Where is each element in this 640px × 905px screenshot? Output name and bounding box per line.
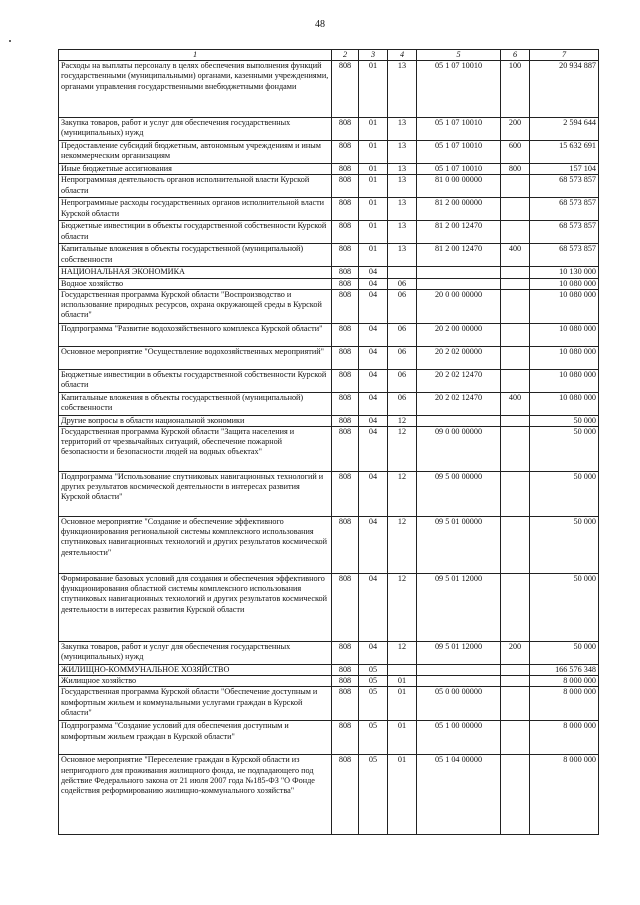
cell-rz: 05 [359,687,388,721]
cell-vr [501,721,530,755]
table-row [59,221,599,244]
cell-name: Расходы на выплаты персоналу в целях обеспечения выполнения функций государственными (муниципальными) органами, казенными учреждениями, органами управления государственными внебюджетными фондами [59,61,332,118]
cell-pr: 06 [388,289,417,323]
cell-pr: 12 [388,517,417,574]
cell-name: Основное мероприятие "Создание и обеспечение эффективного функционирования региональной системы комплексного использования спутниковых навигационных технологий и других результатов космической деятельности" [59,517,332,574]
cell-rz: 01 [359,141,388,164]
cell-ved: 808 [332,472,359,517]
cell-pr: 13 [388,141,417,164]
cell-ved: 808 [332,346,359,369]
cell-vr [501,175,530,198]
cell-pr: 06 [388,392,417,415]
cell-sum: 50 000 [530,427,599,472]
cell-vr [501,415,530,426]
cell-name: Жилищное хозяйство [59,676,332,687]
cell-sum: 68 573 857 [530,198,599,221]
cell-pr: 01 [388,755,417,835]
cell-ved: 808 [332,198,359,221]
cell-ved: 808 [332,574,359,642]
cell-name: Водное хозяйство [59,278,332,289]
cell-ved: 808 [332,244,359,267]
cell-ved: 808 [332,676,359,687]
cell-sum: 50 000 [530,642,599,665]
cell-csr: 09 5 01 12000 [417,642,501,665]
cell-vr: 100 [501,61,530,118]
cell-name: Бюджетные инвестиции в объекты государственной собственности Курской области [59,221,332,244]
cell-csr: 09 5 00 00000 [417,472,501,517]
table-row [59,517,599,574]
cell-rz: 01 [359,118,388,141]
cell-pr: 12 [388,574,417,642]
cell-csr: 05 1 07 10010 [417,164,501,175]
table-row [59,574,599,642]
cell-name: Непрограммные расходы государственных органов исполнительной власти Курской области [59,198,332,221]
cell-name: Основное мероприятие "Осуществление водохозяйственных мероприятий" [59,346,332,369]
cell-vr [501,755,530,835]
table-row [59,289,599,323]
cell-sum: 10 080 000 [530,369,599,392]
cell-csr: 81 0 00 00000 [417,175,501,198]
cell-csr: 81 2 00 12470 [417,244,501,267]
cell-name: Предоставление субсидий бюджетным, автономным учреждениям и иным некоммерческим организациям [59,141,332,164]
cell-name: Государственная программа Курской области "Воспроизводство и использование природных ресурсов, охрана окружающей среды в Курской области" [59,289,332,323]
cell-rz: 04 [359,574,388,642]
cell-sum: 166 576 348 [530,665,599,676]
cell-vr [501,289,530,323]
page-number: 48 [315,19,325,30]
cell-csr: 20 2 02 12470 [417,392,501,415]
cell-sum: 15 632 691 [530,141,599,164]
cell-rz: 04 [359,517,388,574]
cell-vr [501,346,530,369]
cell-csr [417,665,501,676]
cell-csr: 09 5 01 00000 [417,517,501,574]
cell-sum: 10 080 000 [530,392,599,415]
table-row [59,755,599,835]
cell-rz: 01 [359,244,388,267]
cell-ved: 808 [332,392,359,415]
cell-pr [388,267,417,278]
cell-rz: 05 [359,721,388,755]
cell-ved: 808 [332,61,359,118]
cell-csr: 20 2 00 00000 [417,323,501,346]
table-body [59,61,599,835]
table-row [59,687,599,721]
table-row [59,164,599,175]
cell-name: ЖИЛИЩНО-КОММУНАЛЬНОЕ ХОЗЯЙСТВО [59,665,332,676]
cell-pr: 12 [388,427,417,472]
cell-sum: 50 000 [530,472,599,517]
cell-rz: 04 [359,392,388,415]
cell-pr: 13 [388,164,417,175]
cell-csr: 20 2 02 12470 [417,369,501,392]
cell-name: Непрограммная деятельность органов исполнительной власти Курской области [59,175,332,198]
table-row [59,346,599,369]
column-number: 2 [332,50,359,61]
cell-csr: 20 0 00 00000 [417,289,501,323]
cell-sum: 50 000 [530,517,599,574]
cell-csr: 05 0 00 00000 [417,687,501,721]
cell-pr: 13 [388,175,417,198]
cell-sum: 8 000 000 [530,721,599,755]
table-row [59,278,599,289]
cell-name: Капитальные вложения в объекты государственной (муниципальной) собственности [59,244,332,267]
cell-ved: 808 [332,267,359,278]
cell-name: Государственная программа Курской области "Защита населения и территорий от чрезвычайных ситуаций, обеспечение пожарной безопасности и безопасности людей на водных объектах" [59,427,332,472]
column-number: 7 [530,50,599,61]
cell-vr: 600 [501,141,530,164]
cell-sum: 68 573 857 [530,175,599,198]
cell-ved: 808 [332,164,359,175]
cell-sum: 50 000 [530,415,599,426]
cell-name: Государственная программа Курской области "Обеспечение доступным и комфортным жильем и коммунальными услугами граждан в Курской области" [59,687,332,721]
cell-pr: 01 [388,721,417,755]
scan-speck [9,40,11,42]
cell-pr [388,665,417,676]
table-row [59,392,599,415]
cell-sum: 10 080 000 [530,278,599,289]
table-row [59,642,599,665]
cell-csr: 05 1 00 00000 [417,721,501,755]
cell-name: Бюджетные инвестиции в объекты государственной собственности Курской области [59,369,332,392]
cell-pr: 01 [388,676,417,687]
cell-name: Закупка товаров, работ и услуг для обеспечения государственных (муниципальных) нужд [59,642,332,665]
cell-ved: 808 [332,141,359,164]
column-number-row [59,50,599,61]
table-row [59,267,599,278]
column-number: 4 [388,50,417,61]
cell-pr: 06 [388,323,417,346]
cell-rz: 04 [359,472,388,517]
cell-pr: 13 [388,61,417,118]
cell-rz: 04 [359,427,388,472]
table-row [59,198,599,221]
cell-pr: 06 [388,346,417,369]
cell-rz: 01 [359,198,388,221]
cell-rz: 05 [359,755,388,835]
cell-ved: 808 [332,289,359,323]
cell-vr [501,676,530,687]
cell-pr: 13 [388,244,417,267]
cell-vr: 400 [501,244,530,267]
cell-rz: 01 [359,164,388,175]
cell-pr: 06 [388,369,417,392]
cell-sum: 68 573 857 [530,221,599,244]
table-row [59,721,599,755]
cell-rz: 05 [359,665,388,676]
cell-ved: 808 [332,118,359,141]
cell-ved: 808 [332,687,359,721]
cell-sum: 8 000 000 [530,676,599,687]
cell-vr [501,369,530,392]
cell-vr: 800 [501,164,530,175]
cell-ved: 808 [332,278,359,289]
column-number: 3 [359,50,388,61]
cell-rz: 04 [359,323,388,346]
cell-sum: 20 934 887 [530,61,599,118]
table-row [59,244,599,267]
cell-sum: 157 104 [530,164,599,175]
table-row [59,61,599,118]
cell-csr: 09 0 00 00000 [417,427,501,472]
cell-vr [501,427,530,472]
table-row [59,676,599,687]
cell-ved: 808 [332,665,359,676]
table-row [59,665,599,676]
cell-csr: 20 2 02 00000 [417,346,501,369]
column-number: 6 [501,50,530,61]
cell-vr: 400 [501,392,530,415]
cell-vr [501,278,530,289]
cell-vr: 200 [501,642,530,665]
cell-ved: 808 [332,517,359,574]
cell-pr: 12 [388,415,417,426]
cell-vr: 200 [501,118,530,141]
cell-rz: 04 [359,346,388,369]
cell-name: Основное мероприятие "Переселение граждан в Курской области из непригодного для проживания жилищного фонда, не подпадающего под действие Федерального закона от 21 июля 2007 года №185-ФЗ "О Фонде содействия реформированию жилищно-коммунального хозяйства" [59,755,332,835]
cell-name: Иные бюджетные ассигнования [59,164,332,175]
cell-pr: 01 [388,687,417,721]
cell-ved: 808 [332,369,359,392]
cell-name: Формирование базовых условий для создания и обеспечения эффективного функционирования областной системы комплексного использования спутниковых навигационных технологий и других результатов космической деятельности в интересах развития Курской области [59,574,332,642]
cell-vr [501,665,530,676]
cell-vr [501,323,530,346]
cell-sum: 10 080 000 [530,289,599,323]
cell-sum: 68 573 857 [530,244,599,267]
cell-name: Закупка товаров, работ и услуг для обеспечения государственных (муниципальных) нужд [59,118,332,141]
table-row [59,427,599,472]
cell-name: НАЦИОНАЛЬНАЯ ЭКОНОМИКА [59,267,332,278]
cell-name: Другие вопросы в области национальной экономики [59,415,332,426]
cell-sum: 8 000 000 [530,687,599,721]
budget-table [58,49,599,835]
cell-csr: 09 5 01 12000 [417,574,501,642]
cell-csr: 81 2 00 00000 [417,198,501,221]
table-row [59,118,599,141]
cell-csr: 05 1 04 00000 [417,755,501,835]
cell-ved: 808 [332,721,359,755]
cell-vr [501,574,530,642]
cell-csr: 81 2 00 12470 [417,221,501,244]
cell-pr: 12 [388,472,417,517]
cell-ved: 808 [332,415,359,426]
cell-rz: 04 [359,415,388,426]
cell-pr: 06 [388,278,417,289]
cell-pr: 13 [388,118,417,141]
cell-sum: 50 000 [530,574,599,642]
table-row [59,472,599,517]
cell-ved: 808 [332,323,359,346]
column-number: 5 [417,50,501,61]
cell-rz: 04 [359,278,388,289]
table-row [59,369,599,392]
table-row [59,141,599,164]
cell-vr [501,267,530,278]
cell-name: Подпрограмма "Развитие водохозяйственного комплекса Курской области" [59,323,332,346]
cell-rz: 01 [359,61,388,118]
cell-rz: 01 [359,221,388,244]
cell-rz: 04 [359,289,388,323]
cell-sum: 10 080 000 [530,346,599,369]
cell-name: Подпрограмма "Использование спутниковых навигационных технологий и других результатов космической деятельности в интересах развития Курской области" [59,472,332,517]
cell-sum: 10 130 000 [530,267,599,278]
cell-vr [501,221,530,244]
cell-ved: 808 [332,221,359,244]
table-row [59,415,599,426]
cell-rz: 05 [359,676,388,687]
cell-name: Подпрограмма "Создание условий для обеспечения доступным и комфортным жильем граждан в Курской области" [59,721,332,755]
cell-rz: 04 [359,369,388,392]
cell-csr [417,267,501,278]
cell-pr: 12 [388,642,417,665]
cell-ved: 808 [332,427,359,472]
cell-vr [501,687,530,721]
cell-csr: 05 1 07 10010 [417,118,501,141]
cell-vr [501,472,530,517]
cell-name: Капитальные вложения в объекты государственной (муниципальной) собственности [59,392,332,415]
cell-pr: 13 [388,221,417,244]
cell-pr: 13 [388,198,417,221]
cell-csr [417,415,501,426]
cell-csr [417,676,501,687]
cell-ved: 808 [332,642,359,665]
cell-csr [417,278,501,289]
cell-rz: 04 [359,267,388,278]
column-number: 1 [59,50,332,61]
cell-ved: 808 [332,175,359,198]
cell-ved: 808 [332,755,359,835]
cell-sum: 2 594 644 [530,118,599,141]
cell-csr: 05 1 07 10010 [417,141,501,164]
cell-rz: 04 [359,642,388,665]
cell-vr [501,198,530,221]
cell-sum: 8 000 000 [530,755,599,835]
cell-rz: 01 [359,175,388,198]
cell-vr [501,517,530,574]
cell-sum: 10 080 000 [530,323,599,346]
table-row [59,175,599,198]
cell-csr: 05 1 07 10010 [417,61,501,118]
table-row [59,323,599,346]
